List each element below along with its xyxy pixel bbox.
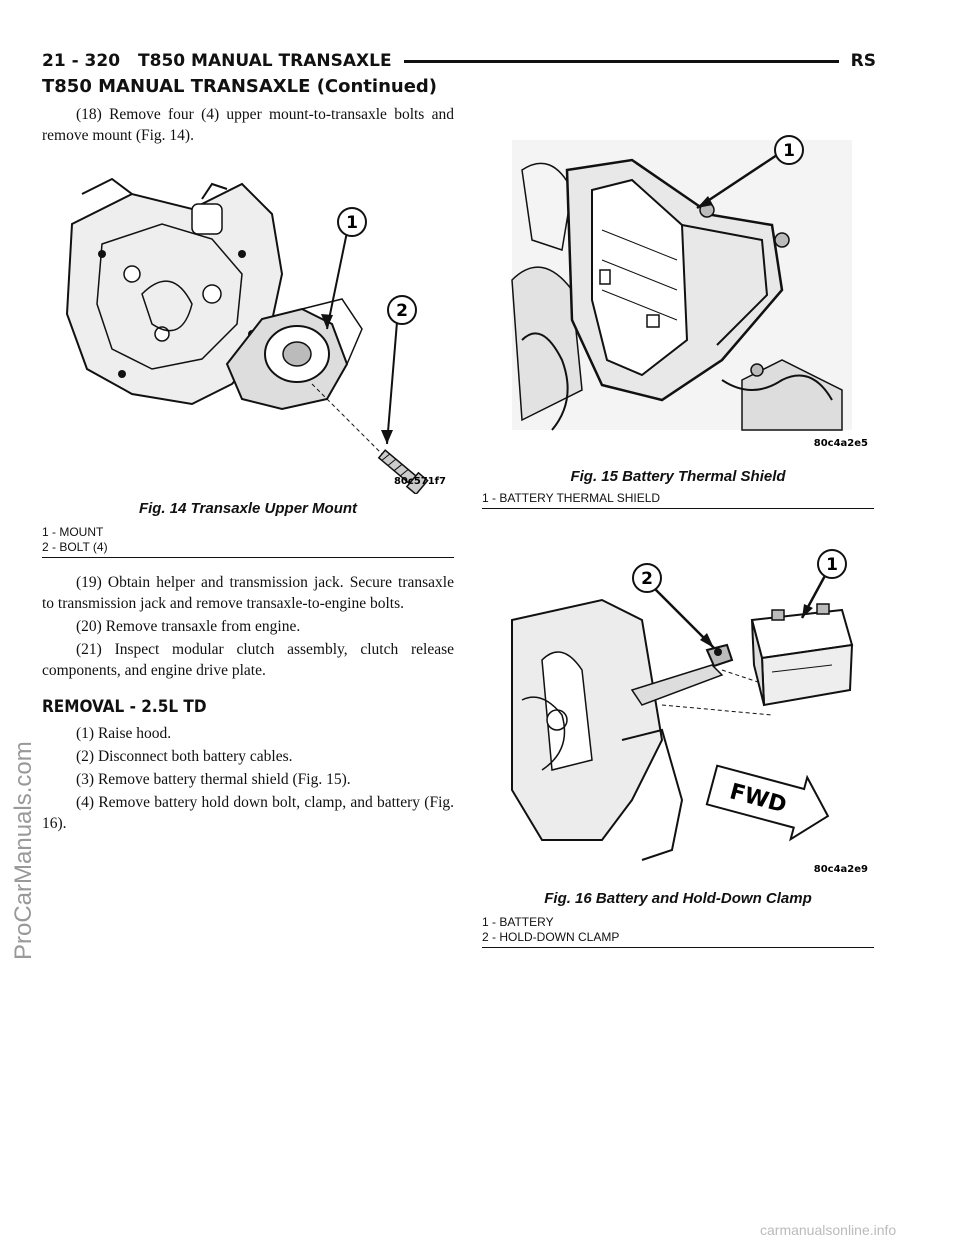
fig15-rule bbox=[482, 508, 874, 509]
fig14-legend bbox=[42, 525, 454, 555]
fig16-rule bbox=[482, 947, 874, 948]
page-number: 21 - 320 bbox=[42, 51, 121, 71]
figure-14 bbox=[42, 154, 454, 558]
transaxle-mount-illustration bbox=[42, 154, 454, 494]
fig15-callout-1: 1 bbox=[783, 141, 795, 161]
figure-15 bbox=[482, 130, 874, 509]
step-18: (18) Remove four (4) upper mount-to-transaxle bolts and remove mount (Fig. 14). bbox=[42, 106, 454, 144]
fig14-code: 80c571f7 bbox=[393, 476, 446, 487]
page-header bbox=[42, 48, 876, 74]
fig15-legend-item: 1 - BATTERY THERMAL SHIELD bbox=[482, 491, 661, 505]
fig16-code: 80c4a2e9 bbox=[813, 864, 868, 875]
continued-title: T850 MANUAL TRANSAXLE (Continued) bbox=[42, 76, 438, 97]
watermark-footer: carmanualsonline.info bbox=[760, 1222, 897, 1238]
fig14-caption: Fig. 14 Transaxle Upper Mount bbox=[138, 500, 358, 517]
model-code: RS bbox=[850, 51, 876, 71]
fig14-callout-2: 2 bbox=[396, 301, 408, 321]
fig16-legend-item: 1 - BATTERY bbox=[482, 915, 554, 929]
left-column bbox=[42, 104, 454, 834]
battery-hold-down-illustration bbox=[482, 540, 874, 880]
figure-16 bbox=[482, 540, 874, 948]
fig16-caption: Fig. 16 Battery and Hold-Down Clamp bbox=[544, 890, 812, 907]
fig14-legend-item: 1 - MOUNT bbox=[42, 525, 104, 539]
section-heading-removal-td: REMOVAL - 2.5L TD bbox=[42, 697, 207, 717]
step-td-2: (2) Disconnect both battery cables. bbox=[76, 748, 293, 765]
step-20: (20) Remove transaxle from engine. bbox=[76, 618, 301, 635]
fig16-callout-2: 2 bbox=[641, 569, 653, 589]
fig15-code: 80c4a2e5 bbox=[813, 438, 868, 449]
battery-thermal-shield-illustration bbox=[482, 130, 874, 460]
fig14-legend-item: 2 - BOLT (4) bbox=[42, 540, 108, 554]
fig14-rule bbox=[42, 557, 454, 558]
step-td-3: (3) Remove battery thermal shield (Fig. 15). bbox=[76, 771, 351, 788]
fig16-callout-1: 1 bbox=[826, 555, 838, 575]
step-td-4: (4) Remove battery hold down bolt, clamp, and battery (Fig. 16). bbox=[42, 794, 454, 832]
fig15-legend bbox=[482, 491, 874, 506]
step-21: (21) Inspect modular clutch assembly, clutch release components, and engine drive plate. bbox=[42, 641, 454, 679]
step-td-1: (1) Raise hood. bbox=[76, 725, 172, 742]
fig15-caption: Fig. 15 Battery Thermal Shield bbox=[570, 468, 786, 485]
fig16-legend-item: 2 - HOLD-DOWN CLAMP bbox=[482, 930, 620, 944]
watermark-vertical: ProCarManuals.com bbox=[10, 741, 37, 960]
fig16-legend bbox=[482, 915, 874, 945]
step-19: (19) Obtain helper and transmission jack. Secure transaxle to transmission jack and remove transaxle-to-engine bolts. bbox=[42, 574, 454, 612]
header-rule bbox=[404, 60, 839, 63]
fig14-callout-1: 1 bbox=[346, 213, 358, 233]
fwd-arrow-label: FWD bbox=[726, 779, 790, 819]
section-title: T850 MANUAL TRANSAXLE bbox=[138, 51, 392, 71]
